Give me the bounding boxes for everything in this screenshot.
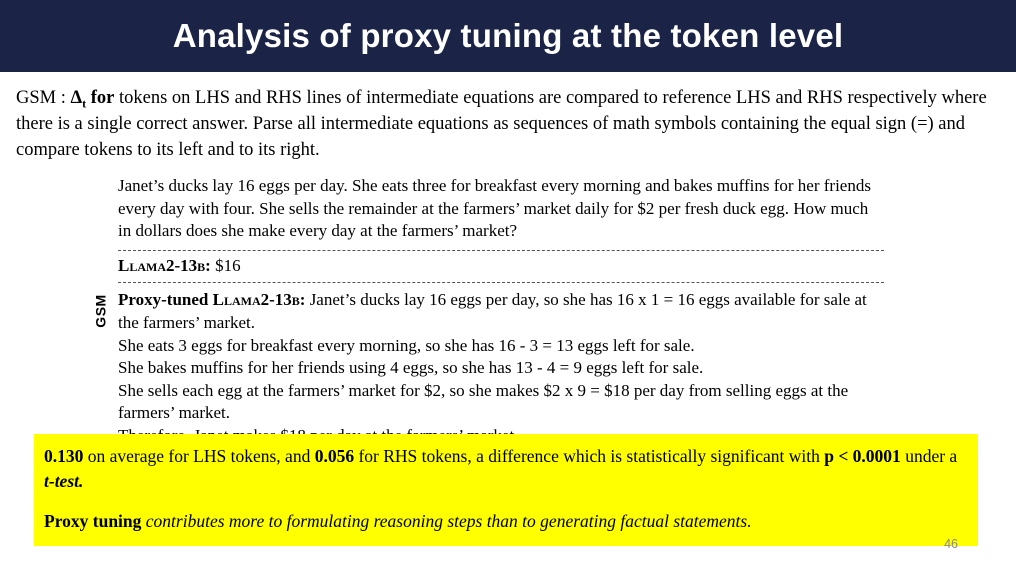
proxy-answer-line-4: She sells each egg at the farmers’ market for $2, so she makes $2 x 9 = $18 per day from selling eggs at the farmers’ market.: [118, 380, 849, 423]
intro-body: tokens on LHS and RHS lines of intermediate equations are compared to reference LHS and RHS respectively where there is a single correct answer. Parse all intermediate equations as sequences of math symbols containing the equal sign (=) and compare tokens to its left and to its right.: [16, 88, 987, 160]
stat-lhs-value: 0.130: [44, 446, 84, 466]
stat-text-3: under a: [900, 446, 958, 466]
delta-symbol: $\Delta_t$: [70, 88, 87, 111]
intro-bold-for: for: [86, 88, 115, 108]
example-question: Janet’s ducks lay 16 eggs per day. She eats three for breakfast every morning and bakes muffins for her friends every day with four. She sells the remainder at the farmers’ market daily for $2 per fresh duck egg. How much in dollars does she make every day at the farmers’ market?: [118, 176, 871, 241]
divider-dashed: [118, 250, 884, 251]
proxy-answer-line-3: She bakes muffins for her friends using 4 eggs, so she has 13 - 4 = 9 eggs left for sale.: [118, 358, 704, 378]
proxy-answer-block: [118, 287, 884, 447]
highlight-box: [34, 434, 978, 546]
proxy-line-text-1: Janet’s ducks lay 16 eggs per day, so she has 16 x 1 = 16 eggs available for sale at the farmers’ market.: [118, 290, 867, 333]
stat-text-1: on average for LHS tokens, and: [83, 446, 315, 466]
delta-subscript: t: [82, 96, 87, 111]
conclusion-italic-text: contributes more to formulating reasoning steps than to generating factual statements.: [141, 510, 752, 531]
intro-paragraph: [16, 86, 1000, 163]
dataset-label: [84, 175, 118, 448]
proxy-answer-line-2: She eats 3 eggs for breakfast every morning, so she has 16 - 3 = 13 eggs left for sale.: [118, 335, 695, 355]
baseline-answer-text: $16: [215, 255, 241, 275]
proxy-model-prefix: Proxy-tuned: [118, 290, 213, 310]
stat-test-name: t-test.: [44, 471, 84, 492]
highlight-statistics: [44, 444, 966, 495]
stat-rhs-value: 0.056: [314, 446, 355, 466]
stat-text-2: for RHS tokens, a difference which is statistically significant with: [354, 446, 825, 466]
intro-prefix: GSM :: [16, 88, 71, 108]
baseline-model-name: Llama2-13b:: [118, 255, 211, 275]
proxy-model-name: Llama2-13b:: [212, 290, 306, 310]
dataset-label-text: GSM: [92, 294, 109, 329]
page-number: 46: [944, 537, 958, 551]
stat-p-value: p < 0.0001: [824, 446, 901, 466]
conclusion-bold-text: Proxy tuning: [44, 510, 142, 531]
highlight-conclusion: [44, 509, 966, 534]
divider-dashed-2: [118, 282, 884, 283]
baseline-answer-line: [118, 255, 884, 280]
example-box: [84, 175, 884, 448]
proxy-answer-line-1: [118, 289, 884, 334]
page-title: Analysis of proxy tuning at the token level: [172, 17, 844, 54]
slide-title-bar: [0, 0, 1016, 72]
